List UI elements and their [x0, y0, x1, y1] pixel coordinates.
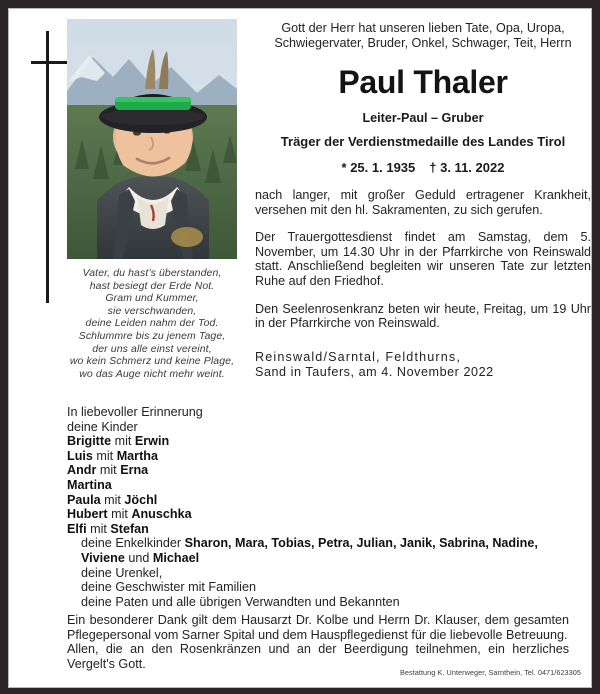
poem-line: Schlummre bis zu jenem Tage,	[78, 329, 226, 342]
place-and-date	[255, 350, 591, 381]
poem-line: Gram und Kummer,	[105, 292, 199, 305]
poem-line: der uns alle einst vereint,	[92, 342, 212, 355]
funeral-home-credit: Bestattung K. Unterweger, Sarnthein, Tel. 0471/623305	[399, 668, 581, 677]
child-name: Brigitte	[67, 434, 112, 449]
poem-line: sie verschwanden,	[107, 304, 197, 317]
poem-line: wo kein Schmerz und keine Plage,	[69, 355, 235, 368]
poem-line: deine Leiden nahm der Tod.	[85, 317, 219, 330]
child-name: Paula	[67, 492, 101, 507]
child-name: Martina	[67, 477, 112, 492]
grandchildren-names: Sharon, Mara, Tobias, Petra, Julian, Janik, Sabrina, Nadine, Viviene	[81, 536, 538, 565]
family-heading: In liebevoller Erinnerung	[67, 405, 203, 419]
relationship-intro-line: Schwiegervater, Bruder, Onkel, Schwager, Teit, Herrn	[274, 36, 572, 50]
child-partner: Erna	[120, 463, 149, 478]
thanks-paragraph: Ein besonderer Dank gilt dem Hausarzt Dr. Kolbe und Herrn Dr. Klauser, dem gesamten Pflegepersonal vom Sarner Spital und dem Hauspflegedienst für die liebevolle Betreuung.	[67, 613, 569, 642]
child-entry	[67, 434, 567, 449]
obituary-card	[8, 8, 592, 688]
place-line-2: Sand in Taufers, am 4. November 2022	[255, 365, 494, 380]
conjunction: mit	[90, 521, 107, 536]
child-name: Hubert	[67, 507, 108, 522]
child-entry	[67, 478, 567, 493]
portrait-illustration	[67, 19, 237, 259]
child-partner: Jöchl	[124, 492, 158, 507]
invitation-paragraph: Allen, die an den Rosenkränzen und an der Beerdigung teilnehmen, ein herzliches Vergelt's Gott.	[67, 642, 569, 671]
poem-line: wo das Auge nicht mehr weint.	[79, 367, 225, 380]
conjunction: mit	[99, 463, 117, 478]
funeral-service-paragraph: Der Trauergottesdienst findet am Samstag, dem 5. November, um 14.30 Uhr in der Pfarrkirche von Reinswald statt. Anschließend begleiten wir unseren Tate zur letzten Ruhe auf den Friedhof.	[255, 230, 591, 288]
relatives-line: deine Paten und alle übrigen Verwandten und Bekannten	[81, 594, 400, 609]
relatives-line: deine Geschwister mit Familien	[81, 580, 256, 595]
life-dates	[255, 160, 591, 175]
relatives-line: deine Urenkel,	[81, 565, 163, 580]
conjunction: mit	[111, 507, 128, 522]
grandchild-last-name: Michael	[152, 550, 200, 565]
child-partner: Stefan	[110, 521, 149, 536]
child-partner: Martha	[116, 448, 158, 463]
birth-date: * 25. 1. 1935	[341, 160, 416, 175]
conjunction: und	[128, 550, 150, 565]
child-entry	[67, 507, 567, 522]
announcement-paragraph: nach langer, mit großer Geduld ertragener Krankheit, versehen mit den hl. Sakramenten, zu sich gerufen.	[255, 188, 591, 217]
memorial-poem	[49, 267, 255, 380]
child-name: Elfi	[67, 521, 87, 536]
conjunction: mit	[104, 492, 121, 507]
closing-remarks	[67, 613, 569, 671]
child-name: Luis	[67, 448, 93, 463]
child-entry	[67, 449, 567, 464]
death-date: † 3. 11. 2022	[429, 160, 505, 175]
child-entry	[67, 522, 567, 537]
announcement-column	[255, 21, 591, 381]
honor-title: Träger der Verdienstmedaille des Landes Tirol	[280, 134, 566, 149]
children-label: deine Kinder	[67, 419, 138, 434]
poem-line: Vater, du hast’s überstanden,	[82, 267, 222, 279]
place-line-1: Reinswald/Sarntal, Feldthurns,	[255, 349, 461, 364]
deceased-name: Paul Thaler	[338, 64, 508, 100]
cross-vertical-bar	[46, 31, 49, 303]
deceased-nickname: Leiter-Paul – Gruber	[362, 111, 484, 125]
child-partner: Erwin	[134, 434, 170, 449]
relationship-intro-line: Gott der Herr hat unseren lieben Tate, Opa, Uropa,	[281, 21, 565, 35]
grandchildren-label: deine Enkelkinder	[81, 536, 182, 551]
conjunction: mit	[114, 434, 132, 449]
relationship-intro	[255, 21, 591, 51]
child-name: Andr	[67, 463, 97, 478]
child-entry	[67, 493, 567, 508]
rosary-paragraph: Den Seelenrosenkranz beten wir heute, Freitag, um 19 Uhr in der Pfarrkirche von Reinswald.	[255, 301, 591, 331]
child-partner: Anuschka	[131, 507, 192, 522]
poem-line: hast besiegt der Erde Not.	[89, 279, 215, 292]
family-list	[67, 405, 567, 609]
portrait-photo	[67, 19, 237, 259]
grandchildren-entry	[67, 536, 567, 565]
conjunction: mit	[96, 448, 114, 463]
child-entry	[67, 463, 567, 478]
